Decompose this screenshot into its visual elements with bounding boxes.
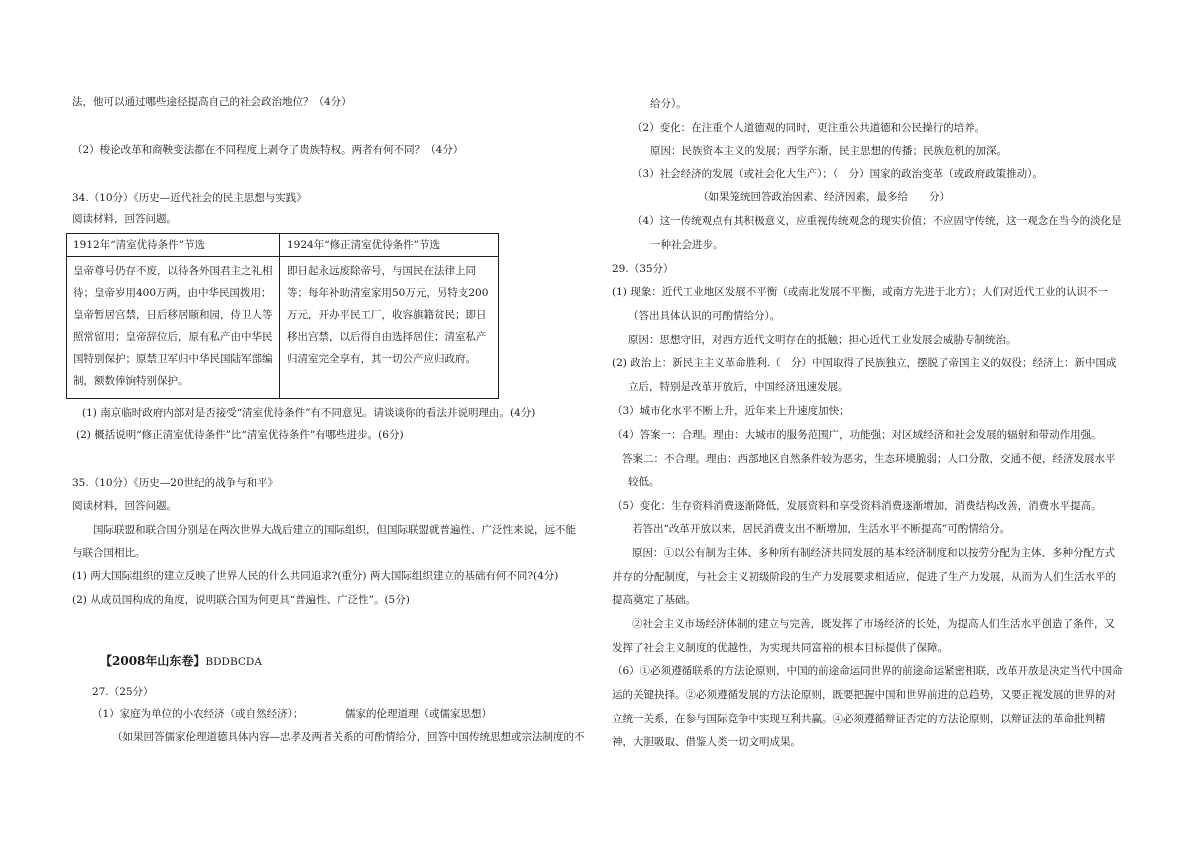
comparison-table: [66, 233, 499, 399]
paragraph-line: 国际联盟和联合国分别是在两次世界大战后建立的国际组织，但国际联盟就普遍性、广泛性来说，远不能: [93, 524, 576, 536]
table-cell-line: 移出宫禁，以后得自由选择居住；清室私产: [287, 331, 487, 343]
table-divider: [279, 234, 280, 398]
table-cell-line: 国特别保护；原禁卫军归中华民国陆军部编: [73, 353, 273, 365]
question-27-title: 27.（25分）: [92, 686, 154, 698]
table-cell-line: 万元，开办平民工厂，收容旗籍贫民；即日: [287, 309, 487, 321]
answer-note: （答出具体认识的可酌情给分）。: [628, 310, 781, 322]
answer-line: (2) 政治上：新民主主义革命胜利.（ 分）中国取得了民族独立，摆脱了帝国主义的奴役；经济上：新中国成: [612, 357, 1117, 369]
text-line: （2）梭论改革和商鞅变法都在不同程度上剥夺了贵族特权。两者有何不同？（4分）: [72, 144, 464, 156]
paragraph-line: 与联合国相比。: [72, 547, 146, 559]
answer-line: （2）变化：在注重个人道德观的同时，更注重公共道德和公民操行的培养。: [632, 122, 986, 134]
answer-line: （6）①必须遵循联系的方法论原则，中国的前途命运同世界的前途命运紧密相联，改革开放是决定当代中国命: [612, 665, 1123, 677]
table-cell-line: 待；皇帝岁用400万两，由中华民国拨用；: [73, 287, 272, 299]
answer-line: 原因：思想守旧，对西方近代文明存在的抵触；担心近代工业发展会威胁专制统治。: [628, 334, 1017, 346]
answer-line: 较低。: [628, 476, 660, 488]
sub-question: (2) 概括说明“修正清室优待条件”比“清室优待条件”有哪些进步。(6分): [76, 429, 404, 441]
answer-line: (1) 现象：近代工业地区发展不平衡（或南北发展不平衡，或南方先进于北方）；人们对近代工业的认识不一: [612, 286, 1108, 298]
answer-line: 立后，特别是改革开放后，中国经济迅速发展。: [628, 381, 849, 393]
text-line: 法，他可以通过哪些途径提高自己的社会政治地位？（4分）: [72, 96, 352, 108]
answer-note: 若答出“改革开放以来，居民消费支出不断增加，生活水平不断提高”可酌情给分。: [632, 523, 1011, 535]
answer-line: 运的关键抉择。②必须遵循发展的方法论原则，既要把握中国和世界前进的总趋势，又要正视发展的世界的对: [612, 689, 1116, 701]
instruction: 阅读材料，回答问题。: [72, 213, 177, 225]
sub-question: (1) 两大国际组织的建立反映了世界人民的什么共同追求?(重分) 两大国际组织建立的基础有何不同?(4分): [72, 570, 559, 582]
answer-line: （1）家庭为单位的小农经济（或自然经济）；: [92, 708, 304, 720]
answer-line: ②社会主义市场经济体制的建立与完善，既发挥了市场经济的长处，为提高人们生活水平创造了条件，又: [632, 618, 1115, 630]
table-cell-line: 等；每年补助清室家用50万元，另特支200: [287, 287, 489, 299]
question-34-title: 34.（10分）《历史—近代社会的民主思想与实践》: [72, 192, 307, 204]
table-cell-line: 制，额数俸饷特别保护。: [73, 375, 189, 387]
table-divider: [67, 256, 498, 257]
answer-line: 原因：①以公有制为主体、多种所有制经济共同发展的基本经济制度和以按劳分配为主体、多种分配方式: [632, 547, 1115, 559]
question-29-title: 29.（35分）: [612, 263, 674, 275]
question-35-title: 35.（10分）《历史—20世纪的战争与和平》: [72, 477, 279, 489]
table-header: 1924年“修正清室优待条件”节选: [287, 239, 440, 251]
table-cell-line: 即日起永远废除帝号，与国民在法律上同: [287, 265, 476, 277]
table-cell-line: 归清室完全享有，其一切公产应归政府。: [287, 353, 476, 365]
answer-line: 一种社会进步。: [650, 239, 724, 251]
answer-line: 并存的分配制度，与社会主义初级阶段的生产力发展要求相适应，促进了生产力发展，从而为人们生活水平的: [612, 571, 1116, 583]
answer-line: （4）答案一：合理。理由：大城市的服务范围广，功能强；对区域经济和社会发展的辐射和带动作用强。: [612, 429, 1102, 441]
answer-line: 提高奠定了基础。: [612, 594, 696, 606]
answer-key: BDDBCDA: [205, 656, 262, 668]
answer-note: （如果回答儒家伦理道德具体内容—忠孝及两者关系的可酌情给分，回答中国传统思想或宗法制度的不: [112, 731, 585, 743]
answer-line: （3）城市化水平不断上升，近年来上升速度加快；: [612, 405, 850, 417]
answer-line: （4）这一传统观点有其积极意义，应重视传统观念的现实价值；不应固守传统，这一观念在当今的淡化是: [632, 215, 1122, 227]
table-cell-line: 照常留用；皇帝辞位后，原有私产由中华民: [73, 331, 273, 343]
answer-line: （5）变化：生存资料消费逐渐降低，发展资料和享受资料消费逐渐增加，消费结构改善，消费水平提高。: [612, 500, 1102, 512]
table-cell-line: 皇帝尊号仍存不废，以待各外国君主之礼相: [73, 265, 273, 277]
instruction: 阅读材料，回答问题。: [72, 500, 177, 512]
answer-line: 立统一关系，在参与国际竞争中实现互利共赢。④必须遵循辩证否定的方法论原则，以辩证法的革命批判精: [612, 713, 1106, 725]
table-header: 1912年“清室优待条件”节选: [73, 239, 205, 251]
section-heading: [100, 654, 262, 669]
sub-question: (2) 从成员国构成的角度，说明联合国为何更具“普遍性、广泛性”。(5分): [72, 594, 410, 606]
answer-line: 神，大胆吸取、借鉴人类一切文明成果。: [612, 736, 801, 748]
answer-line: 原因：民族资本主义的发展；西学东渐，民主思想的传播；民族危机的加深。: [650, 145, 1007, 157]
answer-line: （3）社会经济的发展（或社会化大生产）；（ 分）国家的政治变革（或政府政策推动）。: [632, 168, 1043, 180]
answer-line: 儒家的伦理道理（或儒家思想）: [345, 708, 492, 720]
section-title: 【2008年山东卷】: [100, 654, 206, 668]
sub-question: (1) 南京临时政府内部对是否接受“清室优待条件”有不同意见。请谈谈你的看法并说明理由。(4分): [82, 407, 536, 419]
table-cell-line: 皇帝暂居宫禁，日后移居颐和园，侍卫人等: [73, 309, 273, 321]
answer-line: 发挥了社会主义制度的优越性，为实现共同富裕的根本目标提供了保障。: [612, 642, 948, 654]
answer-line: 答案二：不合理。理由：西部地区自然条件较为恶劣，生态环境脆弱；人口分散，交通不便，经济发展水平: [622, 453, 1116, 465]
answer-line: 给分）。: [650, 98, 687, 110]
answer-note: （如果笼统回答政治因素、经济因素，最多给 分）: [698, 191, 950, 203]
